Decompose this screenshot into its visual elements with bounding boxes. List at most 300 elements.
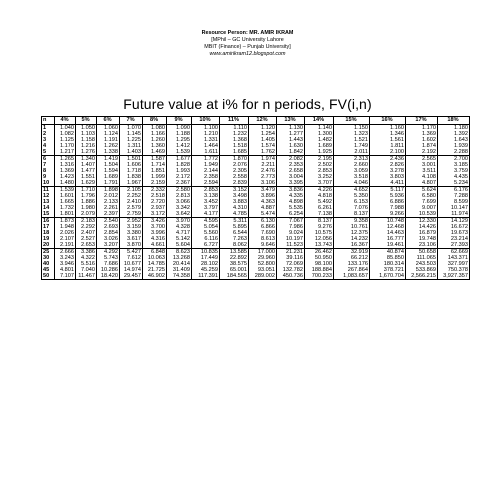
value-cell: 7.040 xyxy=(76,267,97,273)
value-cell: 85.850 xyxy=(370,255,406,261)
value-cell: 3.996 xyxy=(143,230,167,236)
value-cell: 31.409 xyxy=(167,267,192,273)
value-cell: 4.322 xyxy=(76,255,97,261)
value-cell: 7.067 xyxy=(277,218,305,225)
value-cell: 8.599 xyxy=(438,199,470,205)
period-cell: 9 xyxy=(42,174,55,180)
value-cell: 19.461 xyxy=(370,242,406,249)
value-cell: 1.464 xyxy=(192,143,220,149)
value-cell: 1.419 xyxy=(97,156,120,163)
value-cell: 1.443 xyxy=(277,137,305,143)
column-header-rate: 5% xyxy=(76,117,97,125)
value-cell: 3.001 xyxy=(406,162,438,168)
value-cell: 3.707 xyxy=(305,180,334,187)
future-value-table xyxy=(41,116,470,280)
value-cell: 3.243 xyxy=(55,255,76,261)
value-cell: 52.800 xyxy=(249,261,277,267)
value-cell: 27.393 xyxy=(438,242,470,249)
value-cell: 2.658 xyxy=(277,168,305,174)
value-cell: 2.693 xyxy=(97,224,120,230)
value-cell: 1.689 xyxy=(305,143,334,149)
value-cell: 1.851 xyxy=(143,168,167,174)
value-cell: 23.214 xyxy=(438,236,470,242)
value-cell: 2.410 xyxy=(120,199,143,205)
value-cell: 9.024 xyxy=(277,230,305,236)
value-cell: 6.727 xyxy=(192,242,220,249)
value-cell: 1.316 xyxy=(55,162,76,168)
value-cell: 3.386 xyxy=(76,249,97,256)
value-cell: 2.579 xyxy=(120,205,143,211)
value-cell: 1.260 xyxy=(143,137,167,143)
value-cell: 3.452 xyxy=(192,199,220,205)
value-cell: 7.076 xyxy=(334,205,370,211)
value-cell: 5.624 xyxy=(406,187,438,194)
value-cell: 1.082 xyxy=(55,131,76,137)
value-cell: 3.642 xyxy=(167,211,192,218)
column-header-rate: 14% xyxy=(305,117,334,125)
value-cell: 2.195 xyxy=(305,156,334,163)
value-cell: 16.367 xyxy=(334,242,370,249)
period-cell: 10 xyxy=(42,180,55,187)
value-cell: 38.575 xyxy=(220,261,249,267)
value-cell: 2.100 xyxy=(370,149,406,156)
value-cell: 5.936 xyxy=(370,193,406,199)
value-cell: 3.946 xyxy=(55,261,76,267)
column-header-rate: 12% xyxy=(249,117,277,125)
value-cell: 2.353 xyxy=(277,162,305,168)
period-cell: 30 xyxy=(42,255,55,261)
value-cell: 3,927.357 xyxy=(438,273,470,280)
value-cell: 2.261 xyxy=(97,205,120,211)
value-cell: 1.232 xyxy=(220,131,249,137)
value-cell: 1.100 xyxy=(192,125,220,132)
value-cell: 3.172 xyxy=(143,211,167,218)
column-header-rate: 15% xyxy=(334,117,370,125)
value-cell: 6.866 xyxy=(249,224,277,230)
value-cell: 1.180 xyxy=(438,125,470,132)
value-cell: 5.604 xyxy=(167,242,192,249)
value-cell: 5.560 xyxy=(192,230,220,236)
value-cell: 1.630 xyxy=(277,143,305,149)
value-cell: 39.116 xyxy=(277,255,305,261)
value-cell: 40.874 xyxy=(370,249,406,256)
value-cell: 4.661 xyxy=(143,242,167,249)
value-cell: 2.332 xyxy=(143,187,167,194)
value-cell: 5.142 xyxy=(167,236,192,242)
value-cell: 14.785 xyxy=(143,261,167,267)
value-cell: 243.503 xyxy=(406,261,438,267)
value-cell: 4.108 xyxy=(406,174,438,180)
value-cell: 1.518 xyxy=(220,143,249,149)
value-cell: 2.407 xyxy=(76,230,97,236)
value-cell: 8.062 xyxy=(220,242,249,249)
value-cell: 1.210 xyxy=(192,131,220,137)
value-cell: 1.225 xyxy=(120,137,143,143)
value-cell: 98.100 xyxy=(305,261,334,267)
column-header-rate: 8% xyxy=(143,117,167,125)
value-cell: 1.103 xyxy=(76,131,97,137)
value-cell: 3.511 xyxy=(406,168,438,174)
value-cell: 3.617 xyxy=(120,236,143,242)
value-cell: 5.474 xyxy=(249,211,277,218)
value-cell: 1.501 xyxy=(120,156,143,163)
value-cell: 7.690 xyxy=(249,230,277,236)
value-cell: 4.807 xyxy=(406,180,438,187)
value-cell: 4.046 xyxy=(334,180,370,187)
value-cell: 1.346 xyxy=(370,131,406,137)
value-cell: 2.660 xyxy=(334,162,370,168)
value-cell: 2.292 xyxy=(76,224,97,230)
value-cell: 6.544 xyxy=(220,230,249,236)
value-cell: 1.158 xyxy=(76,137,97,143)
value-cell: 45.259 xyxy=(192,267,220,273)
value-cell: 22.892 xyxy=(220,255,249,261)
value-cell: 1.125 xyxy=(55,137,76,143)
value-cell: 21.231 xyxy=(277,249,305,256)
value-cell: 1.217 xyxy=(55,149,76,156)
value-cell: 700.233 xyxy=(305,273,334,280)
value-cell: 5.054 xyxy=(192,224,220,230)
period-cell: 40 xyxy=(42,261,55,267)
value-cell: 2.288 xyxy=(438,149,470,156)
value-cell: 14.426 xyxy=(406,224,438,230)
period-cell: 15 xyxy=(42,211,55,218)
value-cell: 1.295 xyxy=(167,137,192,143)
value-cell: 1.277 xyxy=(277,131,305,137)
value-cell: 72.069 xyxy=(277,261,305,267)
column-header-n: n xyxy=(42,117,55,125)
value-cell: 2.107 xyxy=(55,236,76,242)
value-cell: 1.999 xyxy=(143,174,167,180)
value-cell: 4.310 xyxy=(220,205,249,211)
value-cell: 7.138 xyxy=(305,211,334,218)
value-cell: 2.313 xyxy=(334,156,370,163)
value-cell: 32.919 xyxy=(334,249,370,256)
column-header-rate: 7% xyxy=(120,117,143,125)
value-cell: 3.759 xyxy=(438,168,470,174)
column-header-rate: 13% xyxy=(277,117,305,125)
value-cell: 5.743 xyxy=(97,255,120,261)
value-cell: 2.211 xyxy=(249,162,277,168)
value-cell: 28.102 xyxy=(192,261,220,267)
value-cell: 3.252 xyxy=(305,174,334,180)
value-cell: 11.523 xyxy=(277,242,305,249)
value-cell: 1.551 xyxy=(76,174,97,180)
value-cell: 17.449 xyxy=(192,255,220,261)
value-cell: 11.974 xyxy=(438,211,470,218)
column-header-rate: 10% xyxy=(192,117,220,125)
value-cell: 2.397 xyxy=(97,211,120,218)
value-cell: 4.335 xyxy=(277,193,305,199)
period-cell: 25 xyxy=(42,249,55,256)
period-cell: 2 xyxy=(42,131,55,137)
value-cell: 184.565 xyxy=(220,273,249,280)
value-cell: 10.063 xyxy=(143,255,167,261)
value-cell: 16.672 xyxy=(438,224,470,230)
period-cell: 3 xyxy=(42,137,55,143)
value-cell: 2.012 xyxy=(97,193,120,199)
value-cell: 2.105 xyxy=(120,187,143,194)
table-header-row xyxy=(42,117,470,125)
value-cell: 7.288 xyxy=(438,193,470,199)
column-header-rate: 11% xyxy=(220,117,249,125)
value-cell: 6.580 xyxy=(406,193,438,199)
period-cell: 20 xyxy=(42,242,55,249)
value-cell: 3.138 xyxy=(192,193,220,199)
period-cell: 5 xyxy=(42,149,55,156)
value-cell: 1.265 xyxy=(55,156,76,163)
value-cell: 1.611 xyxy=(192,149,220,156)
table-row xyxy=(42,273,470,280)
value-cell: 2.026 xyxy=(55,230,76,236)
value-cell: 1.323 xyxy=(334,131,370,137)
value-cell: 3.066 xyxy=(167,199,192,205)
value-cell: 5.492 xyxy=(305,199,334,205)
value-cell: 1.842 xyxy=(277,149,305,156)
value-cell: 5.311 xyxy=(220,218,249,225)
value-cell: 3.836 xyxy=(277,187,305,194)
value-cell: 2.666 xyxy=(55,249,76,256)
period-cell: 14 xyxy=(42,205,55,211)
value-cell: 2.518 xyxy=(143,193,167,199)
value-cell: 10.748 xyxy=(370,218,406,225)
value-cell: 8.137 xyxy=(334,211,370,218)
value-cell: 1.539 xyxy=(55,187,76,194)
value-cell: 2.558 xyxy=(220,174,249,180)
value-cell: 2.172 xyxy=(167,174,192,180)
value-cell: 9.276 xyxy=(305,224,334,230)
value-cell: 8.613 xyxy=(249,236,277,242)
value-cell: 7.263 xyxy=(220,236,249,242)
value-cell: 6.130 xyxy=(249,218,277,225)
value-cell: 2.952 xyxy=(120,218,143,225)
period-cell: 18 xyxy=(42,230,55,236)
value-cell: 2.502 xyxy=(305,162,334,168)
value-cell: 2.192 xyxy=(406,149,438,156)
value-cell: 4.226 xyxy=(305,187,334,194)
value-cell: 1.254 xyxy=(249,131,277,137)
value-cell: 3.870 xyxy=(120,242,143,249)
period-cell: 1 xyxy=(42,125,55,132)
value-cell: 3.518 xyxy=(334,174,370,180)
value-cell: 3.159 xyxy=(120,224,143,230)
value-cell: 93.051 xyxy=(249,267,277,273)
value-cell: 1.090 xyxy=(167,125,192,132)
period-cell: 17 xyxy=(42,224,55,230)
value-cell: 29.960 xyxy=(249,255,277,261)
value-cell: 3.004 xyxy=(277,174,305,180)
value-cell: 1.811 xyxy=(370,143,406,149)
value-cell: 74.358 xyxy=(167,273,192,280)
value-cell: 5.895 xyxy=(220,224,249,230)
value-cell: 4.328 xyxy=(167,224,192,230)
value-cell: 2.305 xyxy=(220,168,249,174)
value-cell: 1.762 xyxy=(249,149,277,156)
value-cell: 1.338 xyxy=(97,149,120,156)
value-cell: 7.699 xyxy=(406,199,438,205)
value-cell: 1.949 xyxy=(192,162,220,168)
value-cell: 2.594 xyxy=(192,180,220,187)
value-cell: 1.140 xyxy=(305,125,334,132)
value-cell: 2.700 xyxy=(438,156,470,163)
value-cell: 2.759 xyxy=(120,211,143,218)
value-cell: 10.197 xyxy=(277,236,305,242)
value-cell: 111.065 xyxy=(406,255,438,261)
value-cell: 21.725 xyxy=(143,267,167,273)
column-header-rate: 17% xyxy=(406,117,438,125)
value-cell: 2.358 xyxy=(192,174,220,180)
value-cell: 10.761 xyxy=(334,224,370,230)
value-cell: 4.595 xyxy=(192,218,220,225)
value-cell: 19.748 xyxy=(406,236,438,242)
page-title: Future value at i% for n periods, FV(i,n) xyxy=(123,96,372,112)
period-cell: 45 xyxy=(42,267,55,273)
value-cell: 23.106 xyxy=(406,242,438,249)
value-cell: 4.363 xyxy=(249,199,277,205)
value-cell: 3.106 xyxy=(249,180,277,187)
value-cell: 1.685 xyxy=(220,149,249,156)
value-cell: 1.749 xyxy=(334,143,370,149)
value-cell: 6.153 xyxy=(334,199,370,205)
value-cell: 1.369 xyxy=(55,168,76,174)
value-cell: 1.925 xyxy=(305,149,334,156)
value-cell: 1.801 xyxy=(55,211,76,218)
value-cell: 1.796 xyxy=(76,193,97,199)
value-cell: 327.997 xyxy=(438,261,470,267)
period-cell: 7 xyxy=(42,162,55,168)
value-cell: 1.606 xyxy=(120,162,143,168)
value-cell: 14.129 xyxy=(438,218,470,225)
period-cell: 13 xyxy=(42,199,55,205)
value-cell: 6.848 xyxy=(143,249,167,256)
value-cell: 1.145 xyxy=(120,131,143,137)
column-header-rate: 6% xyxy=(97,117,120,125)
value-cell: 1.772 xyxy=(192,156,220,163)
value-cell: 1.898 xyxy=(97,187,120,194)
value-cell: 1.521 xyxy=(334,137,370,143)
value-cell: 1.423 xyxy=(55,174,76,180)
value-cell: 50.950 xyxy=(305,255,334,261)
value-cell: 1.791 xyxy=(97,180,120,187)
value-cell: 6.176 xyxy=(438,187,470,194)
value-cell: 143.371 xyxy=(438,255,470,261)
value-cell: 9.007 xyxy=(406,205,438,211)
value-cell: 1.216 xyxy=(76,143,97,149)
value-cell: 4.785 xyxy=(220,211,249,218)
value-cell: 2.082 xyxy=(277,156,305,163)
value-cell: 533.869 xyxy=(406,267,438,273)
period-cell: 4 xyxy=(42,143,55,149)
value-cell: 4.818 xyxy=(305,193,334,199)
value-cell: 3.380 xyxy=(120,230,143,236)
value-cell: 2.580 xyxy=(167,187,192,194)
value-cell: 4.435 xyxy=(438,174,470,180)
value-cell: 3.207 xyxy=(97,242,120,249)
value-cell: 46.902 xyxy=(143,273,167,280)
value-cell: 2.773 xyxy=(249,174,277,180)
value-cell: 16.777 xyxy=(370,236,406,242)
period-cell: 12 xyxy=(42,193,55,199)
value-cell: 1.967 xyxy=(120,180,143,187)
value-cell: 1.504 xyxy=(97,162,120,168)
value-cell: 1.689 xyxy=(97,174,120,180)
value-cell: 132.782 xyxy=(277,267,305,273)
value-cell: 1.130 xyxy=(277,125,305,132)
value-cell: 2.653 xyxy=(76,242,97,249)
column-header-rate: 9% xyxy=(167,117,192,125)
value-cell: 5.535 xyxy=(277,205,305,211)
value-cell: 2.527 xyxy=(76,236,97,242)
value-cell: 6.116 xyxy=(192,236,220,242)
value-cell: 5.427 xyxy=(120,249,143,256)
value-cell: 1.732 xyxy=(55,205,76,211)
value-cell: 6.886 xyxy=(370,199,406,205)
value-cell: 750.378 xyxy=(438,267,470,273)
value-cell: 3.883 xyxy=(220,199,249,205)
value-cell: 2.853 xyxy=(305,168,334,174)
value-cell: 289.002 xyxy=(249,273,277,280)
value-cell: 4.801 xyxy=(55,267,76,273)
value-cell: 1.124 xyxy=(97,131,120,137)
value-cell: 1.407 xyxy=(76,162,97,168)
column-header-rate: 16% xyxy=(370,117,406,125)
value-cell: 1.677 xyxy=(167,156,192,163)
period-cell: 50 xyxy=(42,273,55,280)
value-cell: 1.574 xyxy=(249,143,277,149)
value-cell: 5.516 xyxy=(76,261,97,267)
value-cell: 12.468 xyxy=(370,224,406,230)
credentials-line-2: MBIT (Finance) – Punjab University] xyxy=(204,44,291,50)
value-cell: 20.414 xyxy=(167,261,192,267)
value-cell: 1.368 xyxy=(220,137,249,143)
value-cell: 2.076 xyxy=(220,162,249,168)
value-cell: 1.070 xyxy=(120,125,143,132)
website-line: www.amirikram12.blogspot.com xyxy=(209,51,286,57)
value-cell: 8.623 xyxy=(167,249,192,256)
value-cell: 1.360 xyxy=(143,143,167,149)
value-cell: 2.079 xyxy=(76,211,97,218)
value-cell: 3.185 xyxy=(438,162,470,168)
value-cell: 1.170 xyxy=(55,143,76,149)
value-cell: 1.828 xyxy=(167,162,192,168)
value-cell: 1.311 xyxy=(120,143,143,149)
value-cell: 2.720 xyxy=(143,199,167,205)
value-cell: 7.612 xyxy=(120,255,143,261)
value-cell: 19.673 xyxy=(438,230,470,236)
value-cell: 2.159 xyxy=(143,180,167,187)
value-cell: 3.970 xyxy=(167,218,192,225)
value-cell: 14.232 xyxy=(334,236,370,242)
value-cell: 1.110 xyxy=(220,125,249,132)
value-cell: 1.340 xyxy=(76,156,97,163)
value-cell: 18.420 xyxy=(97,273,120,280)
value-cell: 1.405 xyxy=(249,137,277,143)
value-cell: 10.835 xyxy=(192,249,220,256)
value-cell: 66.212 xyxy=(334,255,370,261)
value-cell: 1.714 xyxy=(143,162,167,168)
value-cell: 4.292 xyxy=(97,249,120,256)
value-cell: 5.117 xyxy=(370,187,406,194)
value-cell: 1.601 xyxy=(55,193,76,199)
value-cell: 188.884 xyxy=(305,267,334,273)
value-cell: 5.350 xyxy=(334,193,370,199)
value-cell: 1.166 xyxy=(143,131,167,137)
value-cell: 1.870 xyxy=(220,156,249,163)
value-cell: 3.479 xyxy=(249,187,277,194)
value-cell: 1.477 xyxy=(76,168,97,174)
value-cell: 1.718 xyxy=(120,168,143,174)
value-cell: 1.469 xyxy=(143,149,167,156)
